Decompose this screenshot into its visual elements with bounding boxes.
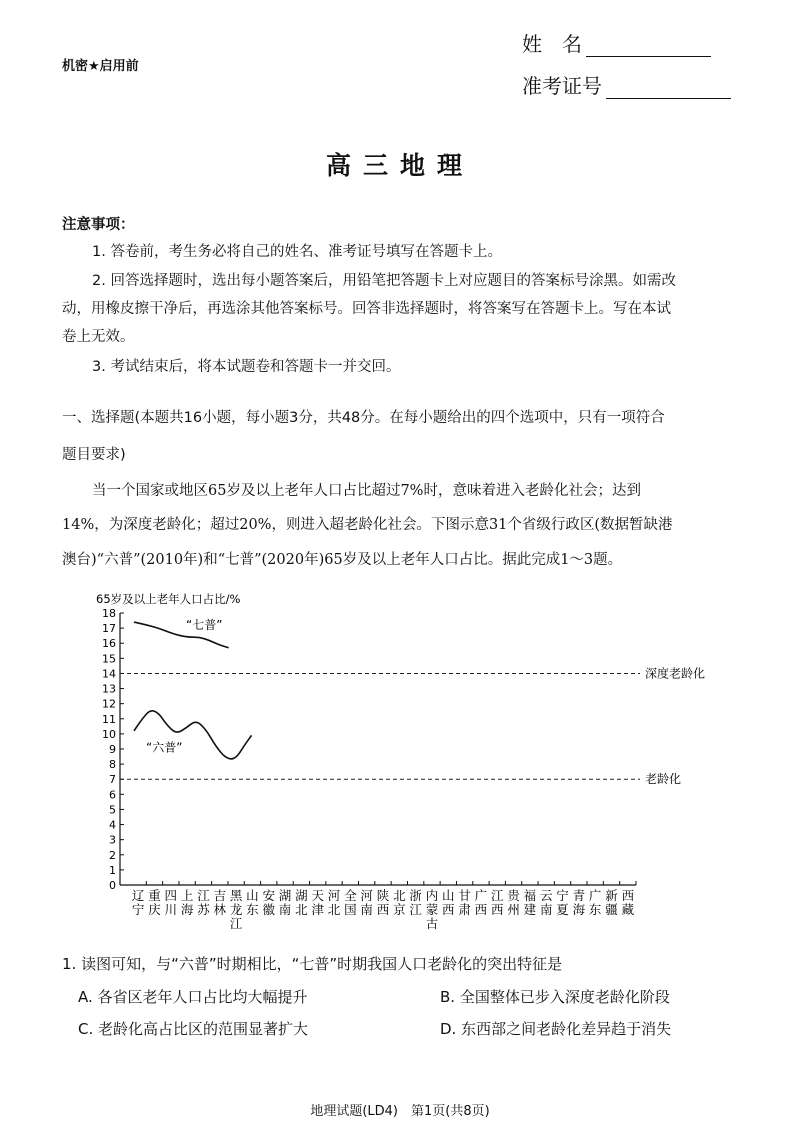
name-blank [586,36,711,57]
x-tick-label: 四 [164,888,178,903]
series-label: “六普” [146,740,183,755]
x-tick-label: 西 [621,888,635,903]
x-tick-label: 北 [295,902,308,917]
x-tick-label: 江 [491,888,504,903]
x-axis [120,881,636,931]
y-tick-label: 14 [102,667,116,681]
y-tick-label: 4 [109,818,116,832]
section-heading-cont: 题目要求) [62,447,126,463]
name-label: 姓 名 [522,32,582,56]
x-tick-label: 江 [409,902,422,917]
option-d: D. 东西部之间老龄化差异趋于消失 [440,1020,672,1038]
option-c: C. 老龄化高占比区的范围显著扩大 [78,1020,309,1038]
x-tick-label: 青 [572,888,586,903]
x-tick-label: 海 [180,902,194,917]
x-tick-label: 南 [278,902,292,917]
x-tick-label: 南 [360,902,373,917]
x-tick-label: 西 [491,902,504,917]
y-tick-label: 13 [102,682,116,696]
x-tick-label: 庆 [148,902,161,917]
x-tick-label: 西 [442,902,455,917]
aging-chart [0,580,800,940]
y-axis [102,607,124,892]
x-tick-label: 福 [523,888,537,903]
x-tick-label: 京 [393,902,406,917]
y-tick-label: 18 [102,607,116,620]
option-a: A. 各省区老年人口占比均大幅提升 [78,988,308,1006]
x-tick-label: 龙 [229,902,243,917]
x-tick-label: 河 [360,888,373,903]
x-tick-label: 吉 [213,888,227,903]
page-title: 高三地理 [325,151,474,180]
note-3: 3. 考试结束后，将本试题卷和答题卡一并交回。 [92,359,401,375]
x-tick-label: 山 [442,888,455,903]
x-tick-label: 西 [474,902,488,917]
confidential-mark: 机密★启用前 [62,59,139,74]
x-tick-label: 黑 [229,888,243,903]
note-2-cont2: 卷上无效。 [62,329,135,345]
y-tick-label: 10 [102,727,116,741]
x-tick-label: 天 [311,888,324,903]
passage-line-3: 澳台)“六普”(2010年)和“七普”(2020年)65岁及以上老年人口占比。据此完成1～3题。 [62,552,623,568]
option-b: B. 全国整体已步入深度老龄化阶段 [440,988,670,1006]
x-tick-label: 全 [344,888,357,903]
id-blank [606,78,731,99]
y-tick-label: 17 [102,622,116,636]
y-tick-label: 5 [109,803,116,817]
x-tick-label: 西 [376,902,390,917]
x-tick-label: 甘 [458,888,471,903]
reference-label: 老龄化 [645,772,682,787]
x-tick-label: 东 [246,902,259,917]
x-tick-label: 国 [344,902,357,917]
x-tick-label: 江 [197,888,210,903]
x-tick-label: 夏 [556,902,569,917]
x-tick-label: 南 [539,902,553,917]
x-tick-label: 徽 [262,902,275,917]
section-heading: 一、选择题(本题共16小题，每小题3分，共48分。在每小题给出的四个选项中，只有一项符合 [62,410,665,426]
x-tick-label: 安 [262,888,275,903]
x-tick-label: 河 [327,888,341,903]
x-tick-label: 北 [393,888,406,903]
x-tick-label: 津 [311,902,324,917]
x-tick-label: 建 [523,902,537,917]
x-tick-label: 广 [474,888,488,903]
x-tick-label: 江 [229,916,243,931]
x-tick-label: 贵 [507,888,520,903]
x-tick-label: 古 [425,916,439,931]
passage-line-1: 当一个国家或地区65岁及以上老年人口占比超过7%时，意味着进入老龄化社会；达到 [92,483,641,499]
x-tick-label: 东 [588,902,602,917]
y-tick-label: 8 [109,758,116,772]
x-tick-label: 湖 [278,888,292,903]
x-tick-label: 云 [539,888,553,903]
series-label: “七普” [186,618,223,633]
x-tick-label: 陕 [376,888,390,903]
x-tick-label: 海 [572,902,586,917]
y-tick-label: 2 [109,848,116,862]
series-lines [134,617,252,759]
y-tick-label: 15 [102,652,116,666]
x-tick-label: 州 [507,902,520,917]
x-tick-label: 浙 [409,888,422,903]
x-tick-label: 川 [164,902,178,917]
y-tick-label: 16 [102,637,116,651]
x-tick-label: 内 [425,888,439,903]
y-tick-label: 7 [109,773,116,787]
x-tick-label: 广 [588,888,602,903]
reference-lines [120,665,705,786]
y-tick-label: 12 [102,697,116,711]
page-footer: 地理试题(LD4) 第1页(共8页) [310,1104,490,1119]
question-1-stem: 1. 读图可知，与“六普”时期相比，“七普”时期我国人口老龄化的突出特征是 [62,955,563,973]
id-field [522,70,731,99]
id-label: 准考证号 [522,74,602,98]
notes-heading: 注意事项： [62,217,135,233]
x-tick-label: 肃 [458,902,471,917]
x-tick-label: 山 [246,888,259,903]
x-tick-label: 湖 [295,888,308,903]
x-tick-label: 宁 [131,902,145,917]
y-tick-label: 0 [109,879,116,892]
name-field [522,28,711,57]
x-tick-label: 宁 [556,888,569,903]
x-tick-label: 林 [213,902,227,917]
x-tick-label: 重 [148,888,161,903]
y-tick-label: 3 [109,833,116,847]
y-tick-label: 11 [102,712,116,726]
x-tick-label: 藏 [621,902,635,917]
note-1: 1. 答卷前，考生务必将自己的姓名、准考证号填写在答题卡上。 [92,244,502,260]
note-2: 2. 回答选择题时，选出每小题答案后，用铅笔把答题卡上对应题目的答案标号涂黑。如需改 [92,273,676,289]
x-tick-label: 辽 [131,888,145,903]
passage-line-2: 14%，为深度老龄化；超过20%，则进入超老龄化社会。下图示意31个省级行政区(数据暂缺港 [62,517,673,533]
x-tick-label: 上 [180,888,194,903]
reference-label: 深度老龄化 [645,666,706,681]
chart-ylabel: 65岁及以上老年人口占比/% [96,592,241,606]
y-tick-label: 1 [109,863,116,877]
x-tick-label: 苏 [197,902,210,917]
x-tick-label: 疆 [605,902,618,917]
x-tick-label: 蒙 [425,902,439,917]
y-tick-label: 6 [109,788,116,802]
x-tick-label: 新 [605,888,618,903]
note-2-cont: 动，用橡皮擦干净后，再选涂其他答案标号。回答非选择题时，将答案写在答题卡上。写在本试 [62,301,671,317]
y-tick-label: 9 [109,743,116,756]
x-tick-label: 北 [327,902,341,917]
